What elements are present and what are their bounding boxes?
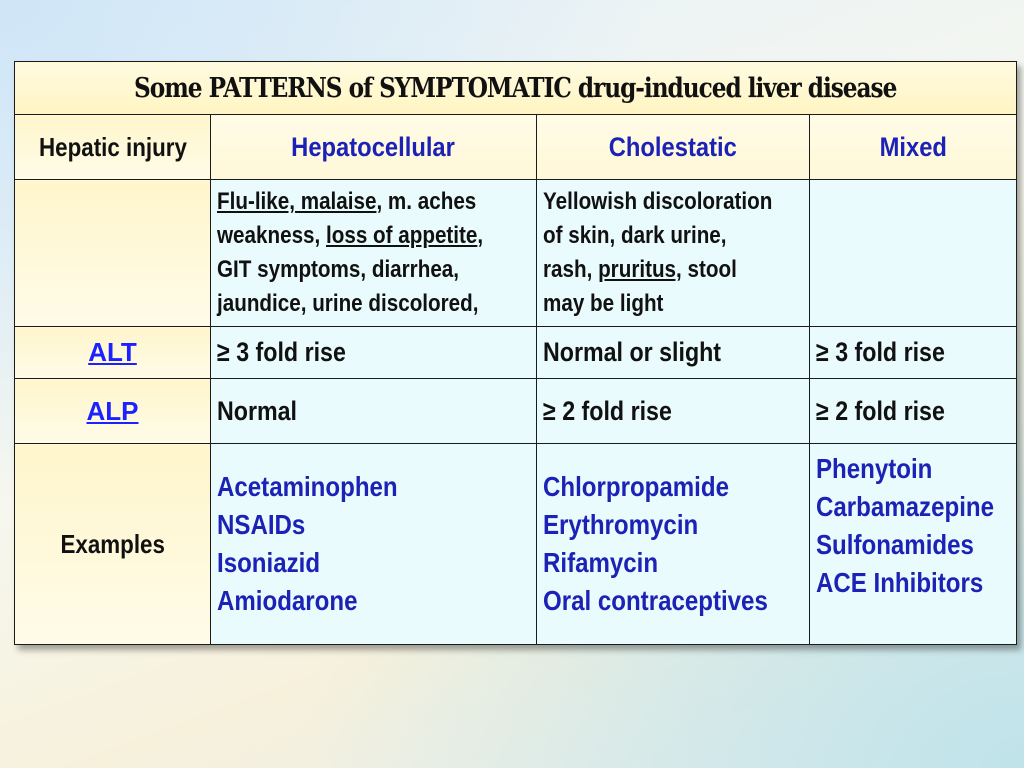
drug-item: Chlorpropamide	[543, 471, 729, 502]
column-header-hepatocellular: Hepatocellular	[211, 115, 537, 180]
row-label-alt[interactable]	[15, 327, 211, 379]
alp-mixed: ≥ 2 fold rise	[810, 379, 1017, 444]
symptoms-hepatocellular: Flu-like, malaise, m. aches weakness, loss of appetite, GIT symptoms, diarrhea, jaundice, urine discolored,	[211, 180, 537, 327]
alp-hepatocellular: Normal	[211, 379, 537, 444]
column-header-cholestatic: Cholestatic	[537, 115, 810, 180]
examples-mixed	[810, 444, 1017, 645]
drug-item: Amiodarone	[217, 585, 358, 616]
slide-title: Some PATTERNS of SYMPTOMATIC drug-induced liver disease	[134, 72, 897, 104]
column-header-mixed: Mixed	[810, 115, 1017, 180]
drug-item: Rifamycin	[543, 547, 659, 578]
row-label-hepatic-injury: Hepatic injury	[15, 115, 211, 180]
liver-disease-table	[14, 61, 1017, 645]
alt-mixed: ≥ 3 fold rise	[810, 327, 1017, 379]
drug-item: Sulfonamides	[816, 529, 974, 560]
symptoms-mixed	[810, 180, 1017, 327]
drug-item: Isoniazid	[217, 547, 321, 578]
row-label-examples: Examples	[15, 444, 211, 645]
alt-cholestatic: Normal or slight	[537, 327, 810, 379]
row-label-alp[interactable]	[15, 379, 211, 444]
examples-cholestatic	[537, 444, 810, 645]
drug-item: NSAIDs	[217, 509, 306, 540]
drug-item: Erythromycin	[543, 509, 699, 540]
alt-hepatocellular: ≥ 3 fold rise	[211, 327, 537, 379]
drug-item: Carbamazepine	[816, 491, 994, 522]
alp-cholestatic: ≥ 2 fold rise	[537, 379, 810, 444]
symptoms-cholestatic: Yellowish discoloration of skin, dark urine, rash, pruritus, stool may be light	[537, 180, 810, 327]
alt-link[interactable]: ALT	[88, 337, 137, 367]
alp-link[interactable]: ALP	[86, 395, 139, 426]
row-label-symptoms	[15, 180, 211, 327]
title-cell	[15, 62, 1017, 115]
drug-item: Acetaminophen	[217, 471, 398, 502]
drug-item: Oral contraceptives	[543, 585, 768, 616]
examples-hepatocellular	[211, 444, 537, 645]
drug-item: Phenytoin	[816, 453, 933, 484]
drug-item: ACE Inhibitors	[816, 567, 984, 598]
